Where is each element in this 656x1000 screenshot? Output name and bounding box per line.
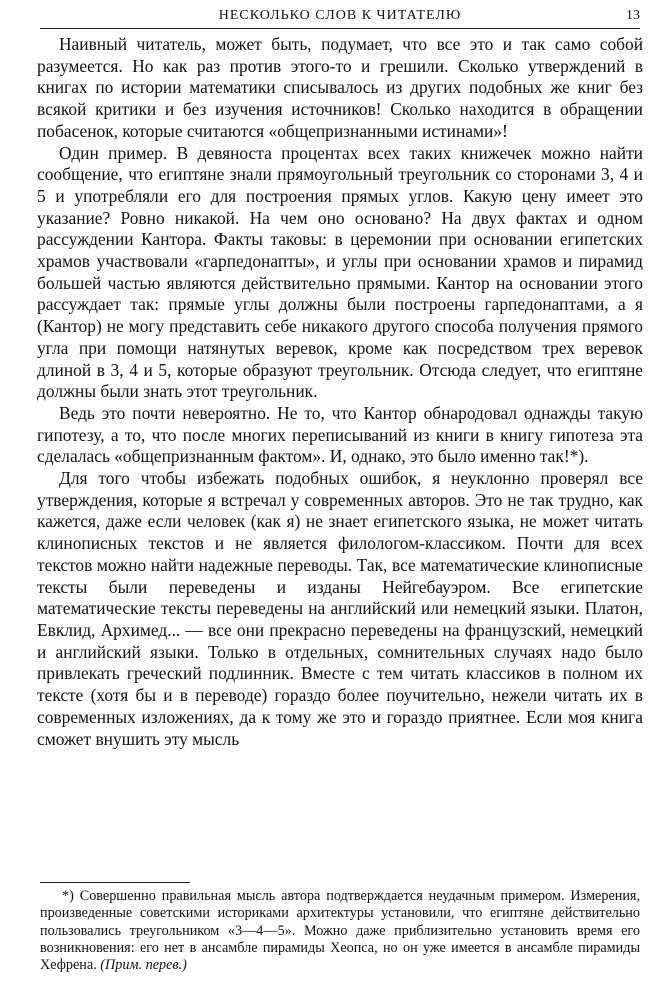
footnote-divider xyxy=(40,882,190,883)
running-title: НЕСКОЛЬКО СЛОВ К ЧИТАТЕЛЮ xyxy=(218,8,462,23)
paragraph-1: Наивный читатель, может быть, подумает, что все это и так само собой разумеется. Но как раз против этого-то и грешили. Сколько утверждений в книгах по истории математики списывалось из других подобных же книг без всякой критики и без изучения источников! Сколько находится в обращении побасенок, которые считаются «общепризнанными истинами»! xyxy=(37,34,643,141)
main-text xyxy=(37,34,643,750)
paragraph-4: Для того чтобы избежать подобных ошибок, я неуклонно проверял все утверждения, которые я встречал у современных авторов. Это не так трудно, как кажется, даже если человек (как я) не знает египетского языка, не может читать клинописных текстов и не является филологом-классиком. Почти для всех текстов можно найти надежные переводы. Так, все математические клинописные тексты были переведены и изданы Нейгебауэром. Все египетские математические тексты переведены на английский или немецкий языки. Платон, Евклид, Архимед... — все они прекрасно переведены на французский, немецкий и английский языки. Только в отдельных, сомнительных случаях надо было привлекать греческий подлинник. Вместе с тем читать классиков в полном их тексте (хотя бы и в переводе) гораздо более поучительно, нежели читать их в современных изложениях, да к тому же это и гораздо приятнее. Если моя книга сможет внушить эту мысль xyxy=(37,468,643,749)
footnote-text: *) Совершенно правильная мысль автора подтверждается неудачным примером. Измерения, произведенные советскими историками архитектуры установили, что египтяне действительно пользовались треугольником «3—4—5». Можно даже приблизительно установить время его возникновения: его нет в ансамбле пирамиды Хеопса, но он уже имеется в ансамбле пирамиды Хефрена. xyxy=(40,888,640,974)
running-header xyxy=(40,6,640,29)
translator-note: (Прим. перев.) xyxy=(100,957,187,974)
paragraph-3: Ведь это почти невероятно. Не то, что Кантор обнародовал однажды такую гипотезу, а то, что после многих переписываний из книги в книгу гипотеза эта сделалась «общепризнанным фактом». И, однако, это было именно так!*). xyxy=(37,402,643,467)
footnote xyxy=(40,888,640,974)
paragraph-2: Один пример. В девяноста процентах всех таких книжечек можно найти сообщение, что египтяне знали прямоугольный треугольник со сторонами 3, 4 и 5 и употребляли его для построения прямых углов. Какую цену имеет это указание? Ровно никакой. На чем оно основано? На двух фактах и одном рассуждении Кантора. Факты таковы: в церемонии при основании египетских храмов участвовали «гарпедонапты», и углы при основании храмов и пирамид большей частью являются действительно прямыми. Кантор на основании этого рассуждает так: прямые углы должны были построены гарпедонаптами, а я (Кантор) не могу представить себе никакого другого способа получения прямого угла при помощи натянутых веревок, кроме как посредством трех веревок длиной в 3, 4 и 5, которые образуют треугольник. Отсюда следует, что египтяне должны были знать этот треугольник. xyxy=(37,142,643,402)
page-number: 13 xyxy=(626,8,640,23)
